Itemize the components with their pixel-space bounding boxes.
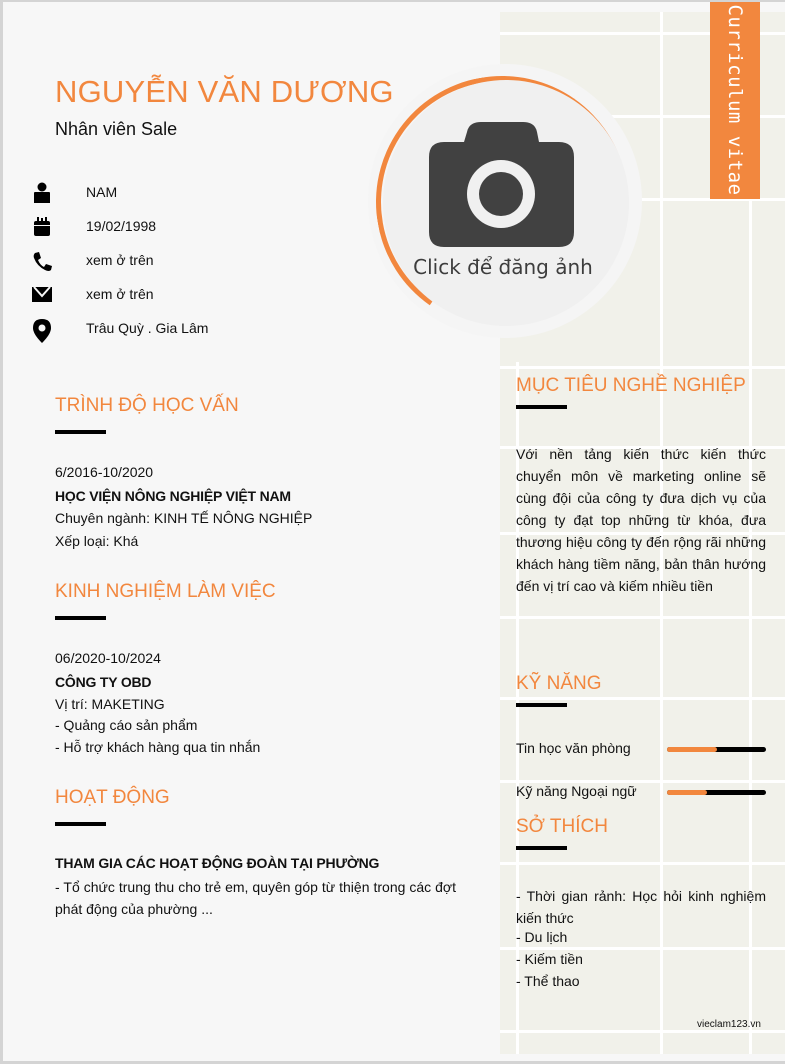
education-period[interactable]: 6/2016-10/2020: [55, 464, 154, 480]
contact-value[interactable]: Trâu Quỳ . Gia Lâm: [86, 320, 209, 336]
activity-description[interactable]: - Tổ chức trung thu cho trẻ em, quyên góp từ thiện trong các đợt phát động của phường ...: [55, 879, 456, 917]
experience-title: KINH NGHIỆM LÀM VIỆC: [55, 581, 276, 602]
job-title[interactable]: Nhân viên Sale: [55, 119, 178, 139]
contact-phone: [31, 250, 291, 274]
grid-line: [500, 366, 785, 369]
photo-upload-caption[interactable]: Click để đăng ảnh: [413, 255, 593, 279]
experience-company[interactable]: CÔNG TY OBD: [55, 674, 152, 690]
contact-address: [31, 318, 291, 342]
section-divider: [516, 703, 567, 707]
contact-email: [31, 284, 291, 308]
watermark: vieclam123.vn: [697, 1019, 761, 1030]
hobby-item[interactable]: - Thể thao: [516, 973, 580, 989]
grid-line: [500, 947, 785, 950]
hobbies-title: SỞ THÍCH: [516, 816, 608, 837]
candidate-name[interactable]: NGUYỄN VĂN DƯƠNG: [55, 74, 394, 109]
contact-value[interactable]: xem ở trên: [86, 286, 154, 302]
grid-line: [500, 862, 785, 865]
person-icon: [31, 182, 53, 204]
cv-page: [3, 2, 785, 1061]
mail-icon: [31, 284, 53, 306]
education-major[interactable]: Chuyên ngành: KINH TẾ NÔNG NGHIỆP: [55, 510, 313, 526]
hobby-item[interactable]: - Du lịch: [516, 929, 568, 945]
section-divider: [55, 430, 106, 434]
objective-text[interactable]: Với nền tảng kiến thức kiến thức chuyển môn về marketing online sẽ cùng đội của công ty đưa dịch vụ của công ty đạt top những từ khóa, đưa thương hiệu công ty đến rộng rãi những khách hàng tiềm năng, bản thân hướng đến vị trí cao và kiếm nhiều tiền: [516, 446, 766, 594]
skill-level-bar: [667, 790, 766, 795]
experience-period[interactable]: 06/2020-10/2024: [55, 650, 161, 666]
location-icon: [31, 318, 53, 344]
education-grade[interactable]: Xếp loại: Khá: [55, 533, 139, 549]
section-divider: [55, 616, 106, 620]
camera-icon[interactable]: [429, 122, 574, 247]
section-divider: [516, 405, 567, 409]
hobby-item[interactable]: - Thời gian rảnh: Học hỏi kinh nghiệm kiến thức: [516, 888, 766, 926]
grid-line: [500, 616, 785, 619]
curriculum-vitae-banner: [710, 2, 760, 199]
skill-label[interactable]: Tin học văn phòng: [516, 740, 631, 756]
experience-position[interactable]: Vị trí: MAKETING: [55, 696, 165, 712]
calendar-icon: [31, 216, 53, 238]
education-school[interactable]: HỌC VIỆN NÔNG NGHIỆP VIỆT NAM: [55, 488, 291, 504]
contact-value[interactable]: 19/02/1998: [86, 218, 157, 234]
section-divider: [55, 822, 106, 826]
skill-level-fill: [667, 790, 707, 795]
contact-birthday: [31, 216, 291, 240]
contact-gender: [31, 182, 291, 206]
contact-value[interactable]: xem ở trên: [86, 252, 154, 268]
section-divider: [516, 846, 567, 850]
skill-level-fill: [667, 747, 717, 752]
banner-text: Curriculum vitae: [724, 4, 746, 196]
education-title: TRÌNH ĐỘ HỌC VẤN: [55, 395, 239, 416]
phone-icon: [31, 250, 53, 272]
contact-value[interactable]: NAM: [86, 184, 118, 200]
experience-duty[interactable]: - Quảng cáo sản phẩm: [55, 717, 198, 733]
skill-level-bar: [667, 747, 766, 752]
hobby-item[interactable]: - Kiếm tiền: [516, 951, 583, 967]
grid-line: [500, 697, 785, 700]
activity-heading[interactable]: THAM GIA CÁC HOẠT ĐỘNG ĐOÀN TẠI PHƯỜNG: [55, 855, 380, 871]
skills-title: KỸ NĂNG: [516, 673, 602, 694]
skill-label[interactable]: Kỹ năng Ngoại ngữ: [516, 783, 637, 799]
experience-duty[interactable]: - Hỗ trợ khách hàng qua tin nhắn: [55, 739, 261, 755]
grid-line: [500, 1030, 785, 1033]
objective-title: MỤC TIÊU NGHỀ NGHIỆP: [516, 375, 746, 396]
activities-title: HOẠT ĐỘNG: [55, 787, 170, 808]
